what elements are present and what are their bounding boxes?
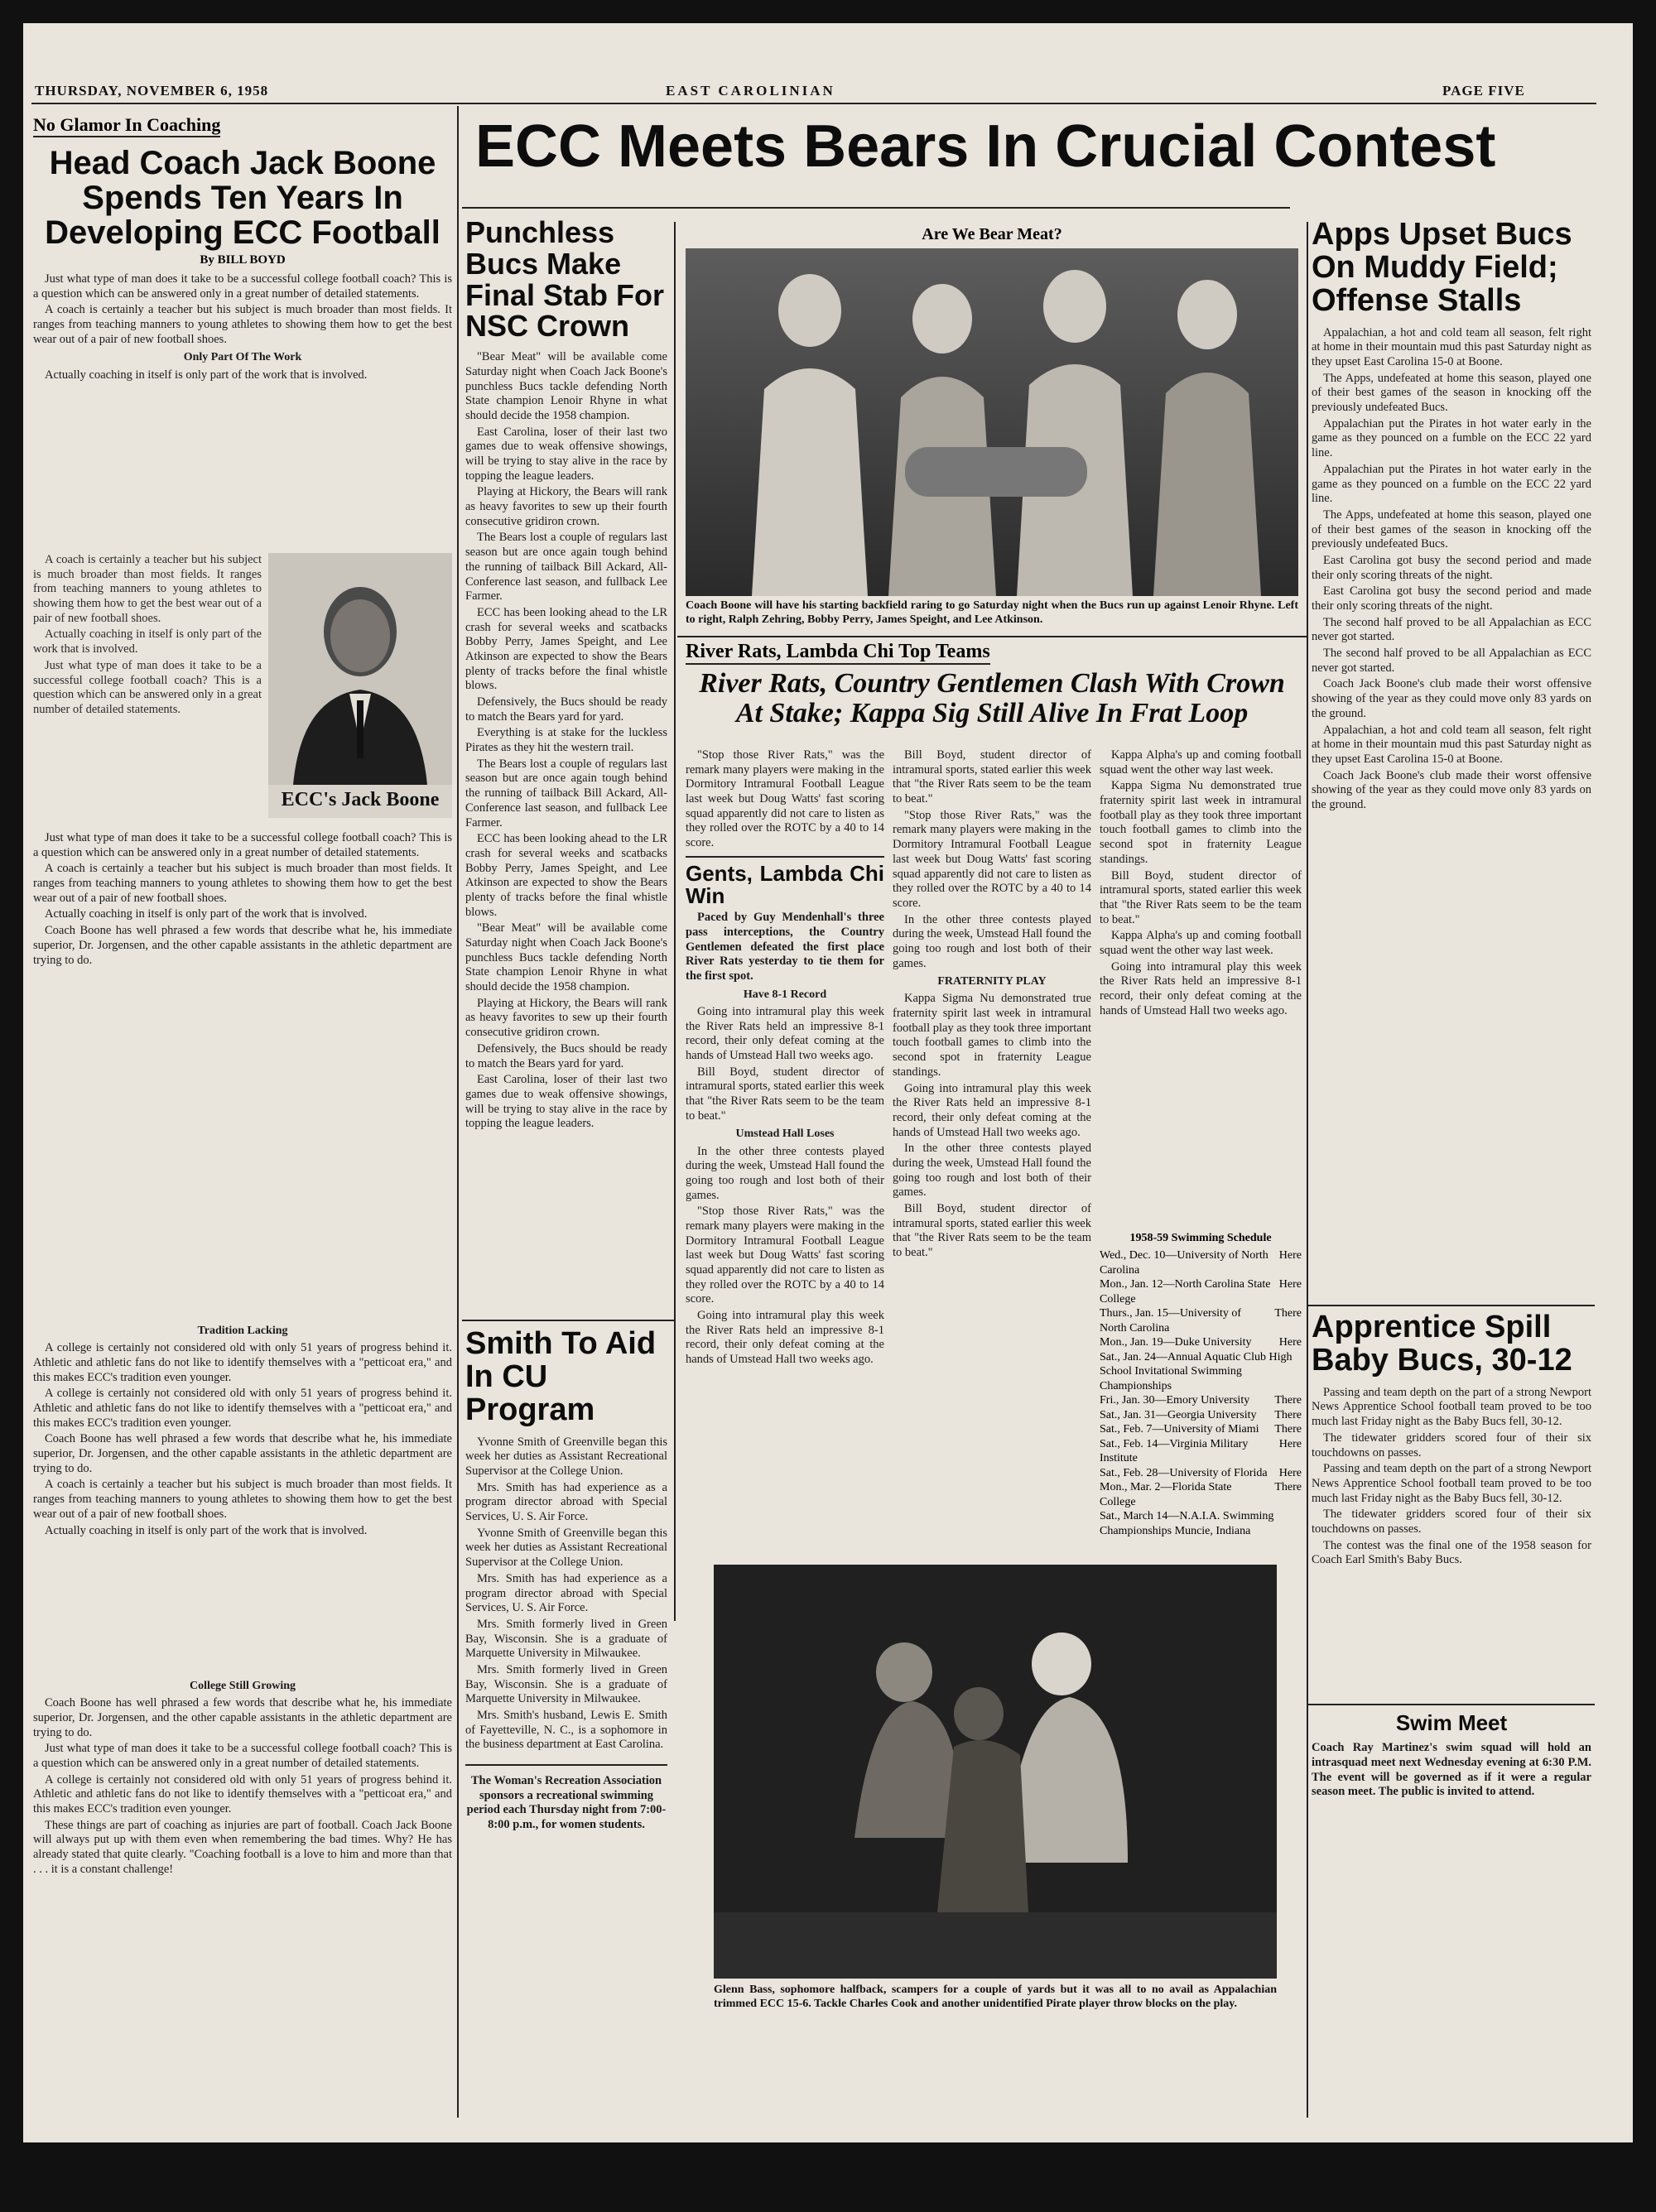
backfield-image <box>686 248 1298 596</box>
swim-schedule-site: Here <box>1278 1278 1302 1291</box>
intramural-paragraph-5: Kappa Sigma Nu demonstrated true fraternity spirit last week in intramural football play as they took three important touch football games to climb into the second spot in fraternity League standings. <box>893 992 1091 1079</box>
intramural-column-3 <box>1100 748 1302 1220</box>
swim-schedule-date: Thurs., Jan. 15—University of North Carolina <box>1100 1307 1242 1334</box>
intramural-paragraph-3: In the other three contests played during the week, Umstead Hall found the going too rough and lost both of their games. <box>686 1144 884 1202</box>
swim-schedule-row <box>1100 1509 1302 1538</box>
banner-headline: ECC Meets Bears In Crucial Contest <box>475 113 1496 180</box>
bearmeat-photo <box>686 248 1298 596</box>
apps-paragraph-2-b: The Apps, undefeated at home this season, played one of their best games of the season in knocking off the previously undefeated Bucs. <box>1312 507 1591 551</box>
smith-paragraph-4: Mrs. Smith's husband, Lewis E. Smith of Fayetteville, N. C., is a sophomore in the business department at East Carolina. <box>465 1709 667 1752</box>
boone-paragraph-3-cont: Actually coaching in itself is only part of the work that is involved. <box>33 628 262 656</box>
boone-kicker: No Glamor In Coaching <box>33 114 220 137</box>
swim-schedule-date: Sat., Feb. 7—University of Miami <box>1100 1423 1259 1435</box>
apps-paragraph-4: East Carolina got busy the second period and made their only scoring threats of the night. <box>1312 553 1591 582</box>
intramural-paragraph-3-d: In the other three contests played during the week, Umstead Hall found the going too rough and lost both of their games. <box>893 1142 1091 1200</box>
swim-schedule-site: Here <box>1278 1466 1302 1479</box>
swim-schedule-row <box>1100 1306 1302 1335</box>
boone-closing: These things are part of coaching as injuries are part of football. Coach Jack Boone will always put up with them even when remembering the bad times. Why? He has already stated that quite clearly. "Coaching football is a love to him and more than that . . . it is a constant challenge! <box>33 1818 452 1876</box>
baby-paragraph-2: The tidewater gridders scored four of their six touchdowns on passes. <box>1312 1431 1591 1459</box>
smith-paragraph-3: Mrs. Smith formerly lived in Green Bay, Wisconsin. She is a graduate of Marquette University in Milwaukee. <box>465 1617 667 1661</box>
swim-schedule-title: 1958-59 Swimming Schedule <box>1129 1232 1272 1244</box>
swim-schedule-date: Mon., Mar. 2—Florida State College <box>1100 1481 1232 1508</box>
action-photo <box>714 1565 1277 1979</box>
swim-schedule-row <box>1100 1248 1302 1277</box>
apps-article <box>1312 219 1591 1311</box>
swim-schedule-date: Mon., Jan. 12—North Carolina State College <box>1100 1278 1271 1306</box>
swim-schedule-list <box>1100 1248 1302 1538</box>
swim-schedule-date: Sat., Jan. 24—Annual Aquatic Club High School Invitational Swimming Championships <box>1100 1350 1293 1392</box>
apps-paragraph-6: Coach Jack Boone's club made their worst offensive showing of the year as they could move only 83 yards on the ground. <box>1312 677 1591 720</box>
apps-paragraph-3-b: Appalachian put the Pirates in hot water early in the game as they pounced on a fumble on the ECC 22 yard line. <box>1312 462 1591 506</box>
intramural-paragraph-1-c: "Stop those River Rats," was the remark many players were making in the Dormitory Intramural Football League last week but Doug Watts' fast scoring squad apparently did not care to listen as they rolled over the ROTC by a 40 to 14 score. <box>893 808 1091 910</box>
swim-schedule-row <box>1100 1466 1302 1481</box>
boone-subhead-1: Only Part Of The Work <box>183 351 302 364</box>
intramural-subhead-frat: FRATERNITY PLAY <box>937 975 1047 988</box>
portrait-image <box>268 553 452 785</box>
boone-subhead-3: College Still Growing <box>189 1680 296 1693</box>
bears-paragraph-2: East Carolina, loser of their last two games due to weak offensive showings, will be trying to stay alive in the race by topping the league leaders. <box>465 425 667 483</box>
boone-paragraph-2-b: A coach is certainly a teacher but his subject is much broader than most fields. It ranges from teaching manners to young athletes to showing them how to get the best wear out of a pair of new football shoes. <box>33 1478 452 1521</box>
swim-schedule-date: Sat., March 14—N.A.I.A. Swimming Championships Muncie, Indiana <box>1100 1510 1274 1537</box>
boone-paragraph-3: Actually coaching in itself is only part of the work that is involved. <box>45 368 368 382</box>
bears-paragraph-1-cont: "Bear Meat" will be available come Saturday night when Coach Jack Boone's punchless Bucs tackle defending North State champion Lenoir Rhyne in what should decide the 1958 champion. <box>465 921 667 994</box>
newspaper-page <box>23 23 1633 2142</box>
smith-paragraph-2: Mrs. Smith has had experience as a program director abroad with Special Services, U. S. Air Force. <box>465 1480 667 1524</box>
boone-byline: By BILL BOYD <box>200 253 286 267</box>
intramural-paragraph-6-e: Kappa Alpha's up and coming football squad went the other way last week. <box>1100 929 1302 957</box>
swim-schedule-row <box>1100 1480 1302 1509</box>
swimmeet-text: Coach Ray Martinez's swim squad will hold an intrasquad meet next Wednesday evening at 6:30 P.M. The event will be governed as if it were a regular season meet. The public is invited to attend. <box>1312 1741 1591 1799</box>
swim-schedule-date: Wed., Dec. 10—University of North Carolina <box>1100 1249 1268 1277</box>
bears-paragraph-5: ECC has been looking ahead to the LR crash for several weeks and scatbacks Bobby Perry, James Speight, and Lee Atkinson are expected to show the Bears plenty of tracks before the final whistle blows. <box>465 605 667 693</box>
apps-paragraph-4-b: East Carolina got busy the second period and made their only scoring threats of the night. <box>1312 584 1591 613</box>
bears-headline: Punchless Bucs Make Final Stab For NSC Crown <box>465 217 665 344</box>
boone-paragraph-4-c: A college is certainly not considered old with only 51 years of progress behind it. Athletic and athletic fans do not like to identify themselves with a "petticoat era," and this makes ECC's tradition even younger. <box>33 1772 452 1816</box>
swim-schedule-row <box>1100 1408 1302 1423</box>
swim-schedule-date: Mon., Jan. 19—Duke University <box>1100 1336 1252 1349</box>
baby-article <box>1312 1311 1591 1700</box>
bears-paragraph-1: "Bear Meat" will be available come Saturday night when Coach Jack Boone's punchless Bucs tackle defending North State champion Lenoir Rhyne in what should decide the 1958 champion. <box>465 350 667 422</box>
intramural-paragraph-2-c: Going into intramural play this week the River Rats held an impressive 8-1 record, their only defeat coming at the hands of Umstead Hall two weeks ago. <box>893 1081 1091 1139</box>
bears-paragraph-3: Playing at Hickory, the Bears will rank as heavy favorites to sew up their fourth consecutive gridiron crown. <box>465 485 667 528</box>
boone-paragraph-4: A college is certainly not considered old with only 51 years of progress behind it. Athletic and athletic fans do not like to identify themselves with a "petticoat era," and this makes ECC's tradition even younger. <box>33 1341 452 1384</box>
boone-paragraph-2-cont: A coach is certainly a teacher but his subject is much broader than most fields. It ranges from teaching manners to young athletes to showing them how to get the best wear out of a pair of new football shoes. <box>33 553 262 625</box>
bears-paragraph-6-cont: Defensively, the Bucs should be ready to match the Bears yard for yard. <box>465 1041 667 1070</box>
intramural-kicker: River Rats, Lambda Chi Top Teams <box>686 641 990 665</box>
boone-paragraph-1-rep: Just what type of man does it take to be a successful college football coach? This is a question which can be answered only in a great number of detailed statements. <box>33 831 452 859</box>
intramural-paragraph-4-a: Bill Boyd, student director of intramural sports, stated earlier this week that "the River Rats seem to be the team to beat." <box>686 1065 884 1123</box>
swim-schedule-date: Sat., Feb. 14—Virginia Military Institute <box>1100 1437 1249 1464</box>
boone-paragraph-4-rep: A college is certainly not considered old with only 51 years of progress behind it. Athletic and athletic fans do not like to identify themselves with a "petticoat era," and this makes ECC's tradition even younger. <box>33 1387 452 1430</box>
intramural-headline: River Rats, Country Gentlemen Clash With Crown At Stake; Kappa Sig Still Alive In Frat Loop <box>699 668 1285 729</box>
swim-schedule-site: There <box>1274 1423 1302 1435</box>
boone-paragraph-5: Coach Boone has well phrased a few words that describe what he, his immediate superior, Dr. Jorgensen, and the other capable assistants in the athletic department are trying to do. <box>33 1696 452 1739</box>
swim-schedule-site: Here <box>1278 1336 1302 1349</box>
smith-paragraph-1-b: Yvonne Smith of Greenville began this week her duties as Assistant Recreational Supervisor at the College Union. <box>465 1526 667 1570</box>
smith-paragraph-3-b: Mrs. Smith formerly lived in Green Bay, Wisconsin. She is a graduate of Marquette University in Milwaukee. <box>465 1662 667 1706</box>
boone-headline: Head Coach Jack Boone Spends Ten Years In Developing ECC Football <box>45 145 440 251</box>
swim-schedule <box>1100 1229 1302 1538</box>
apps-paragraph-3: Appalachian put the Pirates in hot water early in the game as they pounced on a fumble on the ECC 22 yard line. <box>1312 416 1591 460</box>
boone-subhead-2: Tradition Lacking <box>197 1325 288 1338</box>
masthead-paper: EAST CAROLINIAN <box>666 83 835 99</box>
bears-paragraph-5-cont: ECC has been looking ahead to the LR crash for several weeks and scatbacks Bobby Perry, James Speight, and Lee Atkinson are expected to show the Bears plenty of tracks before the final whistle blows. <box>465 832 667 919</box>
swim-schedule-row <box>1100 1437 1302 1466</box>
apps-paragraph-1-b: Appalachian, a hot and cold team all season, felt right at home in their mountain mud this past Saturday night as they upset East Carolina 15-0 at Boone. <box>1312 723 1591 766</box>
intramural-paragraph-5-e: Kappa Sigma Nu demonstrated true fraternity spirit last week in intramural football play as they took three important touch football games to climb into the second spot in fraternity League standings. <box>1100 779 1302 866</box>
intramural-paragraph-1: "Stop those River Rats," was the remark many players were making in the Dormitory Intramural Football League last week but Doug Watts' fast scoring squad apparently did not care to listen as they rolled over the ROTC by a 40 to 14 score. <box>686 748 884 850</box>
swim-schedule-date: Sat., Feb. 28—University of Florida <box>1100 1466 1268 1479</box>
bearmeat-caption: Coach Boone will have his starting backfield raring to go Saturday night when the Bucs run up against Lenoir Rhyne. Left to right, Ralph Zehring, Bobby Perry, James Speight, and Lee Atkinson. <box>686 599 1298 626</box>
bears-paragraph-2-cont: East Carolina, loser of their last two games due to weak offensive showings, will be trying to stay alive in the race by topping the league leaders. <box>465 1073 667 1131</box>
apps-paragraph-5: The second half proved to be all Appalachian as ECC never got started. <box>1312 615 1591 644</box>
intramural-column-2 <box>893 748 1091 1568</box>
swim-schedule-row <box>1100 1335 1302 1350</box>
intramural-paragraph-2: Going into intramural play this week the River Rats held an impressive 8-1 record, their only defeat coming at the hands of Umstead Hall two weeks ago. <box>686 1004 884 1062</box>
smith-notice: The Woman's Recreation Association sponsors a recreational swimming period each Thursday night from 7:00-8:00 p.m., for women students. <box>466 1774 667 1832</box>
swim-schedule-site: Here <box>1278 1437 1302 1450</box>
intramural-paragraph-6: Kappa Alpha's up and coming football squad went the other way last week. <box>1100 748 1302 777</box>
apps-paragraph-6-b: Coach Jack Boone's club made their worst offensive showing of the year as they could move only 83 yards on the ground. <box>1312 768 1591 811</box>
boone-filler-text <box>33 553 262 826</box>
boone-paragraph-2-rep: A coach is certainly a teacher but his subject is much broader than most fields. It ranges from teaching manners to young athletes to showing them how to get the best wear out of a pair of new football shoes. <box>33 862 452 905</box>
baby-paragraph-1-b: Passing and team depth on the part of a strong Newport News Apprentice School football team proved to be too much last Friday night as the Baby Bucs fell, 30-12. <box>1312 1462 1591 1505</box>
swim-schedule-row <box>1100 1422 1302 1437</box>
swim-schedule-site: There <box>1274 1408 1302 1421</box>
masthead-page: PAGE FIVE <box>1442 83 1525 99</box>
bears-paragraph-7: Everything is at stake for the luckless Pirates as they hit the western trail. <box>465 726 667 755</box>
action-photo-caption: Glenn Bass, sophomore halfback, scampers for a couple of yards but it was all to no avail as Appalachian trimmed ECC 15-6. Tackle Charles Cook and another unidentified Pirate player throw blocks on the play. <box>714 1984 1277 2010</box>
bears-article <box>465 217 667 1318</box>
boone-paragraph-1-c: Just what type of man does it take to be a successful college football coach? This is a question which can be answered only in a great number of detailed statements. <box>33 1742 452 1771</box>
bears-paragraph-4: The Bears lost a couple of regulars last season but are once again tough behind the running of tailback Bill Ackard, All-Conference last season, and fullback Lee Farmer. <box>465 531 667 603</box>
swim-schedule-site: There <box>1274 1394 1302 1407</box>
boone-paragraph-5-rep: Coach Boone has well phrased a few words that describe what he, his immediate superior, Dr. Jorgensen, and the other capable assistants in the athletic department are trying to do. <box>33 924 452 967</box>
intramural-paragraph-1-b: "Stop those River Rats," was the remark many players were making in the Dormitory Intramural Football League last week but Doug Watts' fast scoring squad apparently did not care to listen as they rolled over the ROTC by a 40 to 14 score. <box>686 1205 884 1306</box>
baby-paragraph-1: Passing and team depth on the part of a strong Newport News Apprentice School football team proved to be too much last Friday night as the Baby Bucs fell, 30-12. <box>1312 1385 1591 1429</box>
intramural-paragraph-4-d: Bill Boyd, student director of intramural sports, stated earlier this week that "the River Rats seem to be the team to beat." <box>893 1202 1091 1260</box>
masthead-date: THURSDAY, NOVEMBER 6, 1958 <box>35 83 269 99</box>
apps-headline: Apps Upset Bucs On Muddy Field; Offense Stalls <box>1312 219 1572 318</box>
smith-article <box>465 1328 667 2073</box>
intramural-subhead-umstead: Umstead Hall Loses <box>735 1128 835 1141</box>
boone-paragraph-1-cont: Just what type of man does it take to be a successful college football coach? This is a question which can be answered only in a great number of detailed statements. <box>33 658 262 716</box>
boone-paragraph-3-rep: Actually coaching in itself is only part of the work that is involved. <box>45 907 368 921</box>
swim-schedule-site: There <box>1274 1307 1302 1320</box>
intramural-gents: Paced by Guy Mendenhall's three pass interceptions, the Country Gentlemen defeated the first place River Rats yesterday to tie them for the first spot. <box>686 911 884 983</box>
boone-photo-caption: ECC's Jack Boone <box>281 789 440 810</box>
intramural-subhead-record: Have 8-1 Record <box>743 988 827 1001</box>
intramural-paragraph-4: Bill Boyd, student director of intramural sports, stated earlier this week that "the River Rats seem to be the team to beat." <box>893 748 1091 806</box>
apps-paragraph-2: The Apps, undefeated at home this season, played one of their best games of the season in knocking off the previously undefeated Bucs. <box>1312 371 1591 415</box>
baby-paragraph-3: The contest was the final one of the 1958 season for Coach Earl Smith's Baby Bucs. <box>1312 1538 1591 1567</box>
bears-paragraph-6: Defensively, the Bucs should be ready to match the Bears yard for yard. <box>465 695 667 724</box>
boone-article-cont <box>33 831 452 2106</box>
smith-headline: Smith To Aid In CU Program <box>465 1328 657 1427</box>
swim-schedule-date: Fri., Jan. 30—Emory University <box>1100 1394 1250 1407</box>
bears-paragraph-3-cont: Playing at Hickory, the Bears will rank as heavy favorites to sew up their fourth consecutive gridiron crown. <box>465 996 667 1040</box>
intramural-column-1 <box>686 748 884 1568</box>
bears-paragraph-4-cont: The Bears lost a couple of regulars last season but are once again tough behind the running of tailback Bill Ackard, All-Conference last season, and fullback Lee Farmer. <box>465 757 667 830</box>
intramural-paragraph-3-c: In the other three contests played during the week, Umstead Hall found the going too rough and lost both of their games. <box>893 912 1091 970</box>
swim-schedule-site: Here <box>1278 1249 1302 1262</box>
intramural-paragraph-2-b: Going into intramural play this week the River Rats held an impressive 8-1 record, their only defeat coming at the hands of Umstead Hall two weeks ago. <box>686 1309 884 1367</box>
apps-paragraph-5-b: The second half proved to be all Appalachian as ECC never got started. <box>1312 647 1591 675</box>
smith-paragraph-2-b: Mrs. Smith has had experience as a program director abroad with Special Services, U. S. Air Force. <box>465 1571 667 1615</box>
baby-headline: Apprentice Spill Baby Bucs, 30-12 <box>1312 1311 1572 1378</box>
swimmeet-article <box>1312 1712 1591 1800</box>
bearmeat-title: Are We Bear Meat? <box>922 225 1062 243</box>
swim-schedule-date: Sat., Jan. 31—Georgia University <box>1100 1408 1257 1421</box>
boone-photo <box>268 553 452 818</box>
boone-paragraph-3-b: Actually coaching in itself is only part of the work that is involved. <box>45 1523 368 1537</box>
swim-schedule-site: There <box>1274 1481 1302 1493</box>
boone-article <box>33 114 452 384</box>
swim-schedule-row <box>1100 1393 1302 1408</box>
baby-paragraph-2-b: The tidewater gridders scored four of their six touchdowns on passes. <box>1312 1508 1591 1536</box>
swim-schedule-row <box>1100 1350 1302 1394</box>
smith-paragraph-1: Yvonne Smith of Greenville began this week her duties as Assistant Recreational Supervisor at the College Union. <box>465 1435 667 1479</box>
swim-schedule-row <box>1100 1277 1302 1306</box>
boone-paragraph-5-b: Coach Boone has well phrased a few words that describe what he, his immediate superior, Dr. Jorgensen, and the other capable assistants in the athletic department are trying to do. <box>33 1432 452 1475</box>
boone-paragraph-2: A coach is certainly a teacher but his subject is much broader than most fields. It ranges from teaching manners to young athletes to showing them how to get the best wear out of a pair of new football shoes. <box>33 303 452 346</box>
swimmeet-headline: Swim Meet <box>1395 1710 1508 1735</box>
intramural-subhead-gents: Gents, Lambda Chi Win <box>686 860 884 909</box>
game-action-image <box>714 1565 1277 1979</box>
apps-paragraph-1: Appalachian, a hot and cold team all season, felt right at home in their mountain mud this past Saturday night as they upset East Carolina 15-0 at Boone. <box>1312 325 1591 369</box>
intramural-paragraph-2-e: Going into intramural play this week the River Rats held an impressive 8-1 record, their only defeat coming at the hands of Umstead Hall two weeks ago. <box>1100 959 1302 1017</box>
boone-paragraph-1: Just what type of man does it take to be a successful college football coach? This is a question which can be answered only in a great number of detailed statements. <box>33 272 452 301</box>
intramural-paragraph-4-e: Bill Boyd, student director of intramural sports, stated earlier this week that "the River Rats seem to be the team to beat." <box>1100 868 1302 926</box>
